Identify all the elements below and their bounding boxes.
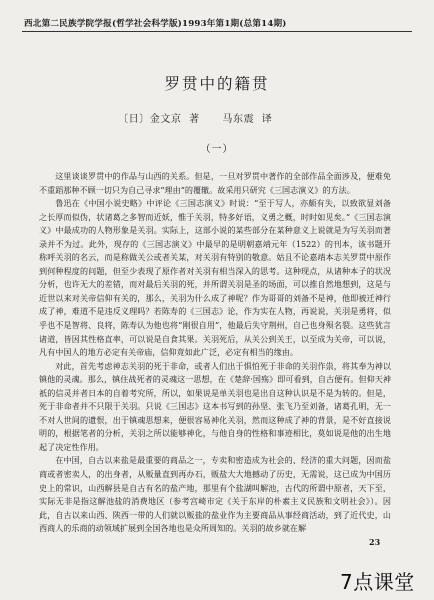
article-title: 罗贯中的籍贯 — [164, 75, 270, 93]
author-translator-line: 〔日〕金文京 著 马东震 译 — [118, 114, 273, 125]
journal-header: 西北第二民族学院学报(哲学社会科学版)1993年第1期(总第14期) — [24, 19, 287, 29]
page-number: 23 — [369, 537, 381, 547]
body-paragraph-3: 对此，首先考虑神志关羽的死于非命，或者人们出于惧怕死于非命的关羽作祟，将其奉为神以镇他的灵魂。那么，镇住战死者的灵魂这一思想，在《楚辞·国殇》即可看到，自古便有。但仰天神祇的信灵并者日本的自着考究所，所以，如果说是单关羽也是出自这种认识是不是为转的。但是，死于非命者并不只限于关羽。只说《三国志》这本书写到的孙坚、张飞乃至刘备，诸葛孔明，无一不对人世间的遗恨，出于镇魂思想来，便很容易神化关羽，然而这种成了神的背景，是不好直接说明的，根据笔者的分析，关羽之所以能够神化，与他自身的性格和事迹相比，莫如说是他的出生地起了决定性作用。 — [39, 360, 391, 452]
body-paragraph-1: 这里谈谈罗贯中的作品与山西的关系。但是，一旦对罗贯中著作的全部作品全面涉及，便难免不重蹈那种不顾一切只为自己寻求“理由”的覆辙。故采用只研究《三国志演义》的方法。 — [39, 171, 391, 195]
body-paragraph-2: 鲁迅在《中国小说史略》中评论《三国志演义》时说：“至于写人，亦颇有失，以致欲显刘备之长厚而似伪，状诸葛之多智而近妖，惟于关羽，特多好语，义勇之概，时时如见矣。”《三国志演义》中最成功的人物形象是关羽。实际上，这部小说的某些部分在某种意义上说就是为写关羽而著录并不为过。此外，现存的《三国志演义》中最早的是明朝嘉靖元年（1522）的刊本，该书题开称呼关羽的名云，而是称做关公或者关某，对关羽有特别的敬意。姑且不论嘉靖本志关罗贯中原作到何种程度的问题，但至少表现了原作者对关羽有相当深入的思考。这种现点，从诸种本子的状况分析，也许无大的差错，而对最后关羽的死，并所谓关羽是圣的场面，可以推自然地想到，这是与近世以来对关帝信仰有关的，那么，关羽为什么成了神呢？作为哥哥的刘备不是神，他即被迁神行成了神，难道不是违反义理吗？若陈寿的《三国志》论，作为实在人物，再说说，关羽是勇将，似乎也不是智将、良将，陈寿认为他也将“刚很自用”，他最后失守荆州，自己也身殒名裂。这些犹言诸道，皆因其性格直率，可以说是自食其果。关羽死后，从关公到关王，以至成为关帝，可以说，凡有中国人的地方必定有关帝庙，信仰竟如此广泛，必定有相当的缘由。 — [39, 198, 391, 358]
header-divider — [22, 31, 412, 32]
body-paragraph-4: 在中国，自古以来盐是最重要的商品之一，专卖和密造成为社会的、经济的重大问题，因而盐商或者密卖人，的出身者，从贩量直到再办石，贩盐大大地撼动了历史，无需说，这已成为中国历史上的常识，山西解县是自古有名的盐产地，那里有个盐湖叫解池，古代的所谓中原者，天下至，实际无非是指这解池盐的消费地区（参考宫崎市定《关于东岸的朴素主义民族和文明社会》）。因此，自古以来山西、陕西一带的人们就以贩盐的盐业作为主要商品从事经商活动，到了近代史，山西商人的乐商的动领域扩展到全国各地也是众所周知的。关羽的故乡就在解 — [39, 455, 391, 534]
watermark-logo: 7点课堂 — [340, 570, 415, 594]
section-heading: （一） — [200, 144, 234, 155]
article-body — [39, 170, 391, 536]
